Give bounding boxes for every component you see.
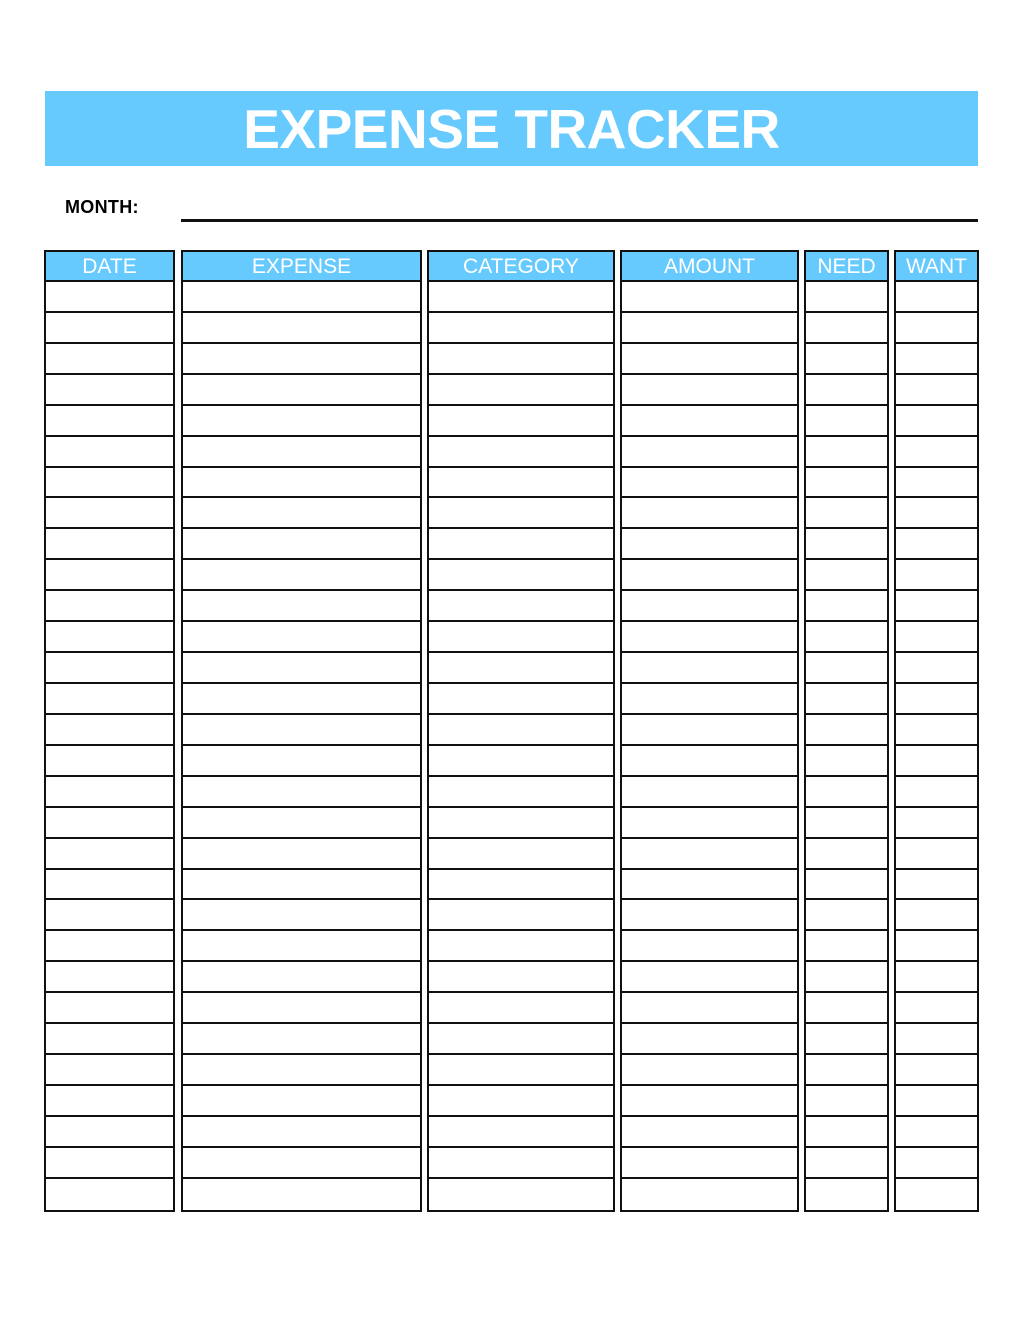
column-header-category: CATEGORY <box>429 252 613 282</box>
need-cell[interactable] <box>806 1055 887 1086</box>
category-cell[interactable] <box>429 1179 613 1210</box>
want-cell[interactable] <box>896 653 977 684</box>
category-cell[interactable] <box>429 560 613 591</box>
date-cell[interactable] <box>46 406 173 437</box>
want-cell[interactable] <box>896 591 977 622</box>
want-cell[interactable] <box>896 375 977 406</box>
category-cell[interactable] <box>429 870 613 901</box>
need-cell[interactable] <box>806 684 887 715</box>
amount-cell[interactable] <box>622 653 797 684</box>
category-cell[interactable] <box>429 1055 613 1086</box>
want-cell[interactable] <box>896 1148 977 1179</box>
date-cell[interactable] <box>46 1179 173 1210</box>
category-cell[interactable] <box>429 715 613 746</box>
category-cell[interactable] <box>429 931 613 962</box>
need-cell[interactable] <box>806 715 887 746</box>
need-cell[interactable] <box>806 1117 887 1148</box>
want-cell[interactable] <box>896 993 977 1024</box>
date-cell[interactable] <box>46 993 173 1024</box>
want-cell[interactable] <box>896 313 977 344</box>
need-cell[interactable] <box>806 313 887 344</box>
date-cell[interactable] <box>46 282 173 313</box>
amount-cell[interactable] <box>622 1179 797 1210</box>
expense-cell[interactable] <box>183 808 420 839</box>
expense-cell[interactable] <box>183 684 420 715</box>
expense-cell[interactable] <box>183 313 420 344</box>
date-cell[interactable] <box>46 468 173 499</box>
column-need <box>804 250 889 1212</box>
category-cell[interactable] <box>429 1148 613 1179</box>
want-cell[interactable] <box>896 808 977 839</box>
category-cell[interactable] <box>429 406 613 437</box>
need-cell[interactable] <box>806 622 887 653</box>
category-cell[interactable] <box>429 993 613 1024</box>
amount-cell[interactable] <box>622 808 797 839</box>
category-cell[interactable] <box>429 653 613 684</box>
amount-cell[interactable] <box>622 622 797 653</box>
expense-cell[interactable] <box>183 746 420 777</box>
want-cell[interactable] <box>896 344 977 375</box>
need-cell[interactable] <box>806 560 887 591</box>
date-cell[interactable] <box>46 498 173 529</box>
column-date <box>44 250 175 1212</box>
amount-cell[interactable] <box>622 1086 797 1117</box>
category-cell[interactable] <box>429 344 613 375</box>
date-cell[interactable] <box>46 653 173 684</box>
expense-cell[interactable] <box>183 468 420 499</box>
expense-cell[interactable] <box>183 931 420 962</box>
need-cell[interactable] <box>806 437 887 468</box>
need-cell[interactable] <box>806 498 887 529</box>
date-cell[interactable] <box>46 313 173 344</box>
want-cell[interactable] <box>896 498 977 529</box>
column-category <box>427 250 615 1212</box>
want-cell[interactable] <box>896 1055 977 1086</box>
date-cell[interactable] <box>46 870 173 901</box>
amount-cell[interactable] <box>622 715 797 746</box>
expense-cell[interactable] <box>183 1086 420 1117</box>
amount-cell[interactable] <box>622 1117 797 1148</box>
category-cell[interactable] <box>429 282 613 313</box>
expense-cell[interactable] <box>183 1148 420 1179</box>
want-cell[interactable] <box>896 560 977 591</box>
want-cell[interactable] <box>896 715 977 746</box>
need-cell[interactable] <box>806 653 887 684</box>
expense-cell[interactable] <box>183 1055 420 1086</box>
need-cell[interactable] <box>806 375 887 406</box>
expense-cell[interactable] <box>183 993 420 1024</box>
want-cell[interactable] <box>896 529 977 560</box>
want-cell[interactable] <box>896 777 977 808</box>
amount-cell[interactable] <box>622 344 797 375</box>
need-cell[interactable] <box>806 931 887 962</box>
date-cell[interactable] <box>46 931 173 962</box>
need-cell[interactable] <box>806 468 887 499</box>
date-cell[interactable] <box>46 1024 173 1055</box>
date-cell[interactable] <box>46 900 173 931</box>
amount-cell[interactable] <box>622 962 797 993</box>
amount-cell[interactable] <box>622 900 797 931</box>
expense-cell[interactable] <box>183 962 420 993</box>
amount-cell[interactable] <box>622 529 797 560</box>
category-cell[interactable] <box>429 498 613 529</box>
expense-cell[interactable] <box>183 1117 420 1148</box>
category-cell[interactable] <box>429 684 613 715</box>
expense-cell[interactable] <box>183 1179 420 1210</box>
category-cell[interactable] <box>429 529 613 560</box>
want-cell[interactable] <box>896 1024 977 1055</box>
want-cell[interactable] <box>896 900 977 931</box>
need-cell[interactable] <box>806 777 887 808</box>
need-cell[interactable] <box>806 1024 887 1055</box>
page-title: EXPENSE TRACKER <box>243 98 780 160</box>
column-cells <box>46 282 173 1210</box>
category-cell[interactable] <box>429 746 613 777</box>
expense-cell[interactable] <box>183 375 420 406</box>
column-cells <box>896 282 977 1210</box>
amount-cell[interactable] <box>622 1024 797 1055</box>
category-cell[interactable] <box>429 313 613 344</box>
want-cell[interactable] <box>896 437 977 468</box>
date-cell[interactable] <box>46 437 173 468</box>
amount-cell[interactable] <box>622 746 797 777</box>
amount-cell[interactable] <box>622 468 797 499</box>
date-cell[interactable] <box>46 962 173 993</box>
date-cell[interactable] <box>46 746 173 777</box>
need-cell[interactable] <box>806 591 887 622</box>
need-cell[interactable] <box>806 282 887 313</box>
need-cell[interactable] <box>806 962 887 993</box>
need-cell[interactable] <box>806 746 887 777</box>
column-header-date: DATE <box>46 252 173 282</box>
expense-cell[interactable] <box>183 622 420 653</box>
want-cell[interactable] <box>896 1179 977 1210</box>
amount-cell[interactable] <box>622 282 797 313</box>
want-cell[interactable] <box>896 468 977 499</box>
column-cells <box>183 282 420 1210</box>
expense-cell[interactable] <box>183 344 420 375</box>
date-cell[interactable] <box>46 777 173 808</box>
amount-cell[interactable] <box>622 375 797 406</box>
category-cell[interactable] <box>429 777 613 808</box>
expense-cell[interactable] <box>183 498 420 529</box>
need-cell[interactable] <box>806 529 887 560</box>
column-want <box>894 250 979 1212</box>
want-cell[interactable] <box>896 839 977 870</box>
want-cell[interactable] <box>896 931 977 962</box>
date-cell[interactable] <box>46 375 173 406</box>
want-cell[interactable] <box>896 1086 977 1117</box>
need-cell[interactable] <box>806 870 887 901</box>
expense-cell[interactable] <box>183 406 420 437</box>
column-cells <box>429 282 613 1210</box>
column-expense <box>181 250 422 1212</box>
amount-cell[interactable] <box>622 406 797 437</box>
want-cell[interactable] <box>896 962 977 993</box>
amount-cell[interactable] <box>622 498 797 529</box>
amount-cell[interactable] <box>622 313 797 344</box>
expense-cell[interactable] <box>183 900 420 931</box>
expense-cell[interactable] <box>183 591 420 622</box>
column-header-need: NEED <box>806 252 887 282</box>
date-cell[interactable] <box>46 1117 173 1148</box>
date-cell[interactable] <box>46 622 173 653</box>
expense-cell[interactable] <box>183 282 420 313</box>
need-cell[interactable] <box>806 344 887 375</box>
category-cell[interactable] <box>429 437 613 468</box>
column-amount <box>620 250 799 1212</box>
need-cell[interactable] <box>806 1148 887 1179</box>
expense-cell[interactable] <box>183 560 420 591</box>
column-header-expense: EXPENSE <box>183 252 420 282</box>
need-cell[interactable] <box>806 808 887 839</box>
expense-cell[interactable] <box>183 777 420 808</box>
expense-cell[interactable] <box>183 437 420 468</box>
want-cell[interactable] <box>896 870 977 901</box>
category-cell[interactable] <box>429 839 613 870</box>
column-header-want: WANT <box>896 252 977 282</box>
date-cell[interactable] <box>46 591 173 622</box>
amount-cell[interactable] <box>622 560 797 591</box>
want-cell[interactable] <box>896 622 977 653</box>
need-cell[interactable] <box>806 839 887 870</box>
want-cell[interactable] <box>896 684 977 715</box>
date-cell[interactable] <box>46 1086 173 1117</box>
expense-cell[interactable] <box>183 839 420 870</box>
column-cells <box>622 282 797 1210</box>
need-cell[interactable] <box>806 406 887 437</box>
category-cell[interactable] <box>429 1024 613 1055</box>
amount-cell[interactable] <box>622 1148 797 1179</box>
amount-cell[interactable] <box>622 777 797 808</box>
expense-cell[interactable] <box>183 653 420 684</box>
month-input-line[interactable] <box>181 219 978 222</box>
amount-cell[interactable] <box>622 591 797 622</box>
want-cell[interactable] <box>896 406 977 437</box>
date-cell[interactable] <box>46 529 173 560</box>
date-cell[interactable] <box>46 684 173 715</box>
date-cell[interactable] <box>46 808 173 839</box>
column-header-amount: AMOUNT <box>622 252 797 282</box>
amount-cell[interactable] <box>622 870 797 901</box>
want-cell[interactable] <box>896 1117 977 1148</box>
category-cell[interactable] <box>429 900 613 931</box>
category-cell[interactable] <box>429 375 613 406</box>
category-cell[interactable] <box>429 468 613 499</box>
expense-cell[interactable] <box>183 529 420 560</box>
category-cell[interactable] <box>429 808 613 839</box>
expense-cell[interactable] <box>183 715 420 746</box>
need-cell[interactable] <box>806 1179 887 1210</box>
amount-cell[interactable] <box>622 437 797 468</box>
need-cell[interactable] <box>806 1086 887 1117</box>
date-cell[interactable] <box>46 715 173 746</box>
date-cell[interactable] <box>46 1148 173 1179</box>
amount-cell[interactable] <box>622 1055 797 1086</box>
category-cell[interactable] <box>429 1086 613 1117</box>
month-label: MONTH: <box>65 197 139 217</box>
amount-cell[interactable] <box>622 684 797 715</box>
category-cell[interactable] <box>429 962 613 993</box>
expense-cell[interactable] <box>183 1024 420 1055</box>
amount-cell[interactable] <box>622 993 797 1024</box>
title-banner <box>45 91 978 166</box>
need-cell[interactable] <box>806 900 887 931</box>
date-cell[interactable] <box>46 1055 173 1086</box>
expense-cell[interactable] <box>183 870 420 901</box>
need-cell[interactable] <box>806 993 887 1024</box>
category-cell[interactable] <box>429 591 613 622</box>
date-cell[interactable] <box>46 839 173 870</box>
want-cell[interactable] <box>896 282 977 313</box>
amount-cell[interactable] <box>622 931 797 962</box>
column-cells <box>806 282 887 1210</box>
want-cell[interactable] <box>896 746 977 777</box>
date-cell[interactable] <box>46 344 173 375</box>
category-cell[interactable] <box>429 1117 613 1148</box>
category-cell[interactable] <box>429 622 613 653</box>
date-cell[interactable] <box>46 560 173 591</box>
amount-cell[interactable] <box>622 839 797 870</box>
